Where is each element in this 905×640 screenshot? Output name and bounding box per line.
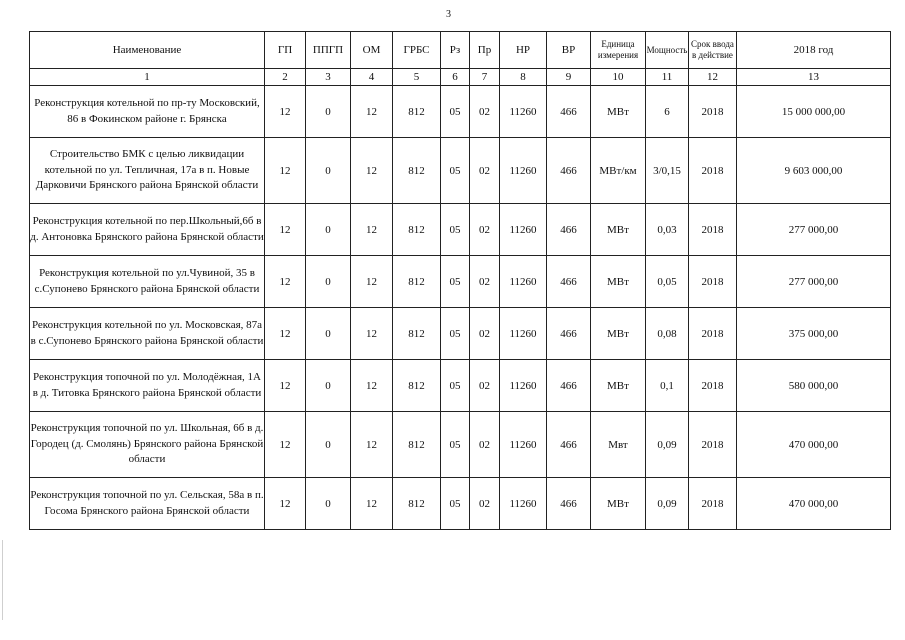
cell-term: 2018 <box>689 256 737 308</box>
cell-ppgp: 0 <box>306 86 351 138</box>
cell-gp: 12 <box>265 256 306 308</box>
cell-om: 12 <box>351 204 393 256</box>
header-pr: Пр <box>470 32 500 69</box>
cell-om: 12 <box>351 138 393 204</box>
budget-table <box>29 31 891 530</box>
cell-vr: 466 <box>547 478 591 530</box>
cell-pr: 02 <box>470 478 500 530</box>
cell-om: 12 <box>351 308 393 360</box>
cell-nr: 11260 <box>500 360 547 412</box>
column-number-row <box>30 69 891 86</box>
cell-rz: 05 <box>441 360 470 412</box>
cell-om: 12 <box>351 86 393 138</box>
cell-rz: 05 <box>441 412 470 478</box>
cell-amount: 15 000 000,00 <box>737 86 891 138</box>
cell-rz: 05 <box>441 204 470 256</box>
cell-amount: 580 000,00 <box>737 360 891 412</box>
column-number: 5 <box>393 69 441 86</box>
cell-name: Реконструкция топочной по ул. Сельская, 58а в п. Госома Брянского района Брянской области <box>30 478 265 530</box>
column-number: 8 <box>500 69 547 86</box>
column-number: 3 <box>306 69 351 86</box>
cell-nr: 11260 <box>500 478 547 530</box>
header-grbs: ГРБС <box>393 32 441 69</box>
header-nr: НР <box>500 32 547 69</box>
cell-amount: 375 000,00 <box>737 308 891 360</box>
cell-amount: 470 000,00 <box>737 412 891 478</box>
column-number: 13 <box>737 69 891 86</box>
cell-om: 12 <box>351 412 393 478</box>
page-number: 3 <box>446 9 451 20</box>
cell-term: 2018 <box>689 138 737 204</box>
cell-amount: 277 000,00 <box>737 256 891 308</box>
cell-unit: МВт <box>591 478 646 530</box>
cell-amount: 9 603 000,00 <box>737 138 891 204</box>
cell-vr: 466 <box>547 412 591 478</box>
cell-ppgp: 0 <box>306 138 351 204</box>
cell-name: Реконструкция котельной по пер.Школьный,6б в д. Антоновка Брянского района Брянской области <box>30 204 265 256</box>
cell-ppgp: 0 <box>306 256 351 308</box>
cell-capacity: 0,09 <box>646 478 689 530</box>
cell-rz: 05 <box>441 86 470 138</box>
cell-gp: 12 <box>265 308 306 360</box>
header-name: Наименование <box>30 32 265 69</box>
cell-unit: МВт <box>591 360 646 412</box>
cell-vr: 466 <box>547 256 591 308</box>
cell-ppgp: 0 <box>306 478 351 530</box>
cell-unit: МВт <box>591 256 646 308</box>
header-rz: Рз <box>441 32 470 69</box>
cell-grbs: 812 <box>393 86 441 138</box>
cell-amount: 470 000,00 <box>737 478 891 530</box>
cell-pr: 02 <box>470 86 500 138</box>
cell-name: Реконструкция топочной по ул. Молодёжная, 1А в д. Титовка Брянского района Брянской области <box>30 360 265 412</box>
cell-unit: МВт <box>591 86 646 138</box>
header-gp: ГП <box>265 32 306 69</box>
cell-term: 2018 <box>689 308 737 360</box>
cell-term: 2018 <box>689 86 737 138</box>
table-row <box>30 138 891 204</box>
cell-gp: 12 <box>265 86 306 138</box>
cell-nr: 11260 <box>500 256 547 308</box>
cell-grbs: 812 <box>393 360 441 412</box>
cell-term: 2018 <box>689 204 737 256</box>
header-capacity: Мощность <box>646 32 689 69</box>
cell-grbs: 812 <box>393 308 441 360</box>
header-year: 2018 год <box>737 32 891 69</box>
scan-edge-mark <box>2 540 3 620</box>
cell-om: 12 <box>351 256 393 308</box>
cell-vr: 466 <box>547 204 591 256</box>
cell-unit: Мвт <box>591 412 646 478</box>
cell-gp: 12 <box>265 138 306 204</box>
cell-capacity: 3/0,15 <box>646 138 689 204</box>
table-body <box>30 86 891 530</box>
column-number: 10 <box>591 69 646 86</box>
cell-ppgp: 0 <box>306 360 351 412</box>
cell-grbs: 812 <box>393 256 441 308</box>
header-row <box>30 32 891 69</box>
cell-capacity: 0,09 <box>646 412 689 478</box>
cell-name: Реконструкция котельной по ул. Московская, 87а в с.Супонево Брянского района Брянской области <box>30 308 265 360</box>
table-row <box>30 412 891 478</box>
cell-grbs: 812 <box>393 412 441 478</box>
cell-term: 2018 <box>689 360 737 412</box>
cell-name: Реконструкция котельной по пр-ту Московский, 86 в Фокинском районе г. Брянска <box>30 86 265 138</box>
cell-vr: 466 <box>547 360 591 412</box>
cell-grbs: 812 <box>393 204 441 256</box>
cell-vr: 466 <box>547 86 591 138</box>
column-number: 11 <box>646 69 689 86</box>
cell-gp: 12 <box>265 360 306 412</box>
cell-nr: 11260 <box>500 86 547 138</box>
cell-name: Строительство БМК с целью ликвидации котельной по ул. Тепличная, 17а в п. Новые Дарковичи Брянского района Брянской области <box>30 138 265 204</box>
cell-grbs: 812 <box>393 138 441 204</box>
cell-ppgp: 0 <box>306 308 351 360</box>
cell-vr: 466 <box>547 308 591 360</box>
cell-gp: 12 <box>265 412 306 478</box>
cell-name: Реконструкция котельной по ул.Чувиной, 35 в с.Супонево Брянского района Брянской области <box>30 256 265 308</box>
cell-nr: 11260 <box>500 412 547 478</box>
cell-rz: 05 <box>441 138 470 204</box>
cell-unit: МВт <box>591 308 646 360</box>
header-vr: ВР <box>547 32 591 69</box>
cell-gp: 12 <box>265 204 306 256</box>
table-row <box>30 256 891 308</box>
cell-om: 12 <box>351 360 393 412</box>
cell-capacity: 0,05 <box>646 256 689 308</box>
column-number: 4 <box>351 69 393 86</box>
cell-grbs: 812 <box>393 478 441 530</box>
cell-nr: 11260 <box>500 138 547 204</box>
cell-capacity: 6 <box>646 86 689 138</box>
cell-pr: 02 <box>470 204 500 256</box>
table-row <box>30 478 891 530</box>
cell-capacity: 0,03 <box>646 204 689 256</box>
cell-capacity: 0,08 <box>646 308 689 360</box>
cell-term: 2018 <box>689 478 737 530</box>
cell-unit: МВт/км <box>591 138 646 204</box>
cell-pr: 02 <box>470 308 500 360</box>
header-unit: Единица измерения <box>591 32 646 69</box>
cell-rz: 05 <box>441 256 470 308</box>
table-row <box>30 86 891 138</box>
cell-rz: 05 <box>441 308 470 360</box>
cell-capacity: 0,1 <box>646 360 689 412</box>
cell-pr: 02 <box>470 138 500 204</box>
cell-ppgp: 0 <box>306 204 351 256</box>
cell-ppgp: 0 <box>306 412 351 478</box>
cell-om: 12 <box>351 478 393 530</box>
header-om: ОМ <box>351 32 393 69</box>
column-number: 1 <box>30 69 265 86</box>
table-row <box>30 204 891 256</box>
cell-amount: 277 000,00 <box>737 204 891 256</box>
cell-unit: МВт <box>591 204 646 256</box>
cell-term: 2018 <box>689 412 737 478</box>
cell-pr: 02 <box>470 360 500 412</box>
header-term: Срок ввода в действие <box>689 32 737 69</box>
cell-rz: 05 <box>441 478 470 530</box>
cell-pr: 02 <box>470 412 500 478</box>
header-ppgp: ППГП <box>306 32 351 69</box>
column-number: 12 <box>689 69 737 86</box>
cell-vr: 466 <box>547 138 591 204</box>
cell-name: Реконструкция топочной по ул. Школьная, 6б в д. Городец (д. Смолянь) Брянского района Брянской области <box>30 412 265 478</box>
table-row <box>30 360 891 412</box>
cell-nr: 11260 <box>500 204 547 256</box>
cell-gp: 12 <box>265 478 306 530</box>
column-number: 2 <box>265 69 306 86</box>
cell-nr: 11260 <box>500 308 547 360</box>
column-number: 9 <box>547 69 591 86</box>
column-number: 6 <box>441 69 470 86</box>
column-number: 7 <box>470 69 500 86</box>
cell-pr: 02 <box>470 256 500 308</box>
table-row <box>30 308 891 360</box>
